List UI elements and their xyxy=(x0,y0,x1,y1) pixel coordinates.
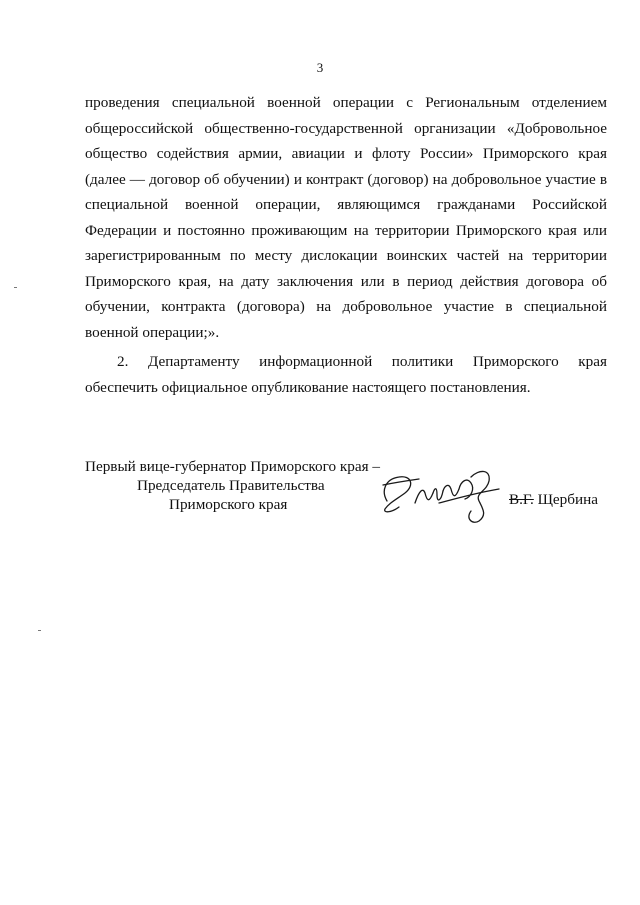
margin-mark xyxy=(14,287,17,288)
text-line: общество содействия армии, авиации и флоту России» Приморского края xyxy=(85,145,607,162)
text-line: специальной военной операции, являющимся гражданами Российской xyxy=(85,196,607,213)
text-line: Федерации и постоянно проживающим на территории Приморского края или xyxy=(85,221,607,239)
text-line: (далее — договор об обучении) и контракт (договор) на добровольное участие в xyxy=(85,170,607,188)
text-line: зарегистрированным по месту дислокации воинских частей на территории xyxy=(85,247,607,264)
text-line: 2. Департаменту информационной политики Приморского края xyxy=(117,353,607,370)
margin-mark xyxy=(38,630,41,631)
text-line: Приморского края, на дату заключения или в период действия договора об xyxy=(85,272,607,290)
signer-surname: Щербина xyxy=(537,491,598,508)
text-line: обучении, контракта (договора) на добровольное участие в специальной xyxy=(85,298,607,315)
text-line: общероссийской общественно-государственной организации «Добровольное xyxy=(85,119,607,137)
signer-initials: В.Г. xyxy=(509,491,534,508)
signatory-position xyxy=(85,457,380,514)
paragraph-1 xyxy=(85,90,607,345)
position-line: Председатель Правительства xyxy=(137,477,325,494)
position-line: Приморского края xyxy=(169,496,288,513)
document-body xyxy=(85,90,607,400)
page-number: 3 xyxy=(316,60,324,75)
text-line: проведения специальной военной операции с Региональным отделением xyxy=(85,94,607,111)
text-line: военной операции;». xyxy=(85,323,220,341)
paragraph-2 xyxy=(85,349,607,400)
signer-name xyxy=(509,491,598,509)
handwritten-signature xyxy=(375,463,515,525)
position-line: Первый вице-губернатор Приморского края – xyxy=(85,458,380,475)
text-line: обеспечить официальное опубликование настоящего постановления. xyxy=(85,378,531,396)
